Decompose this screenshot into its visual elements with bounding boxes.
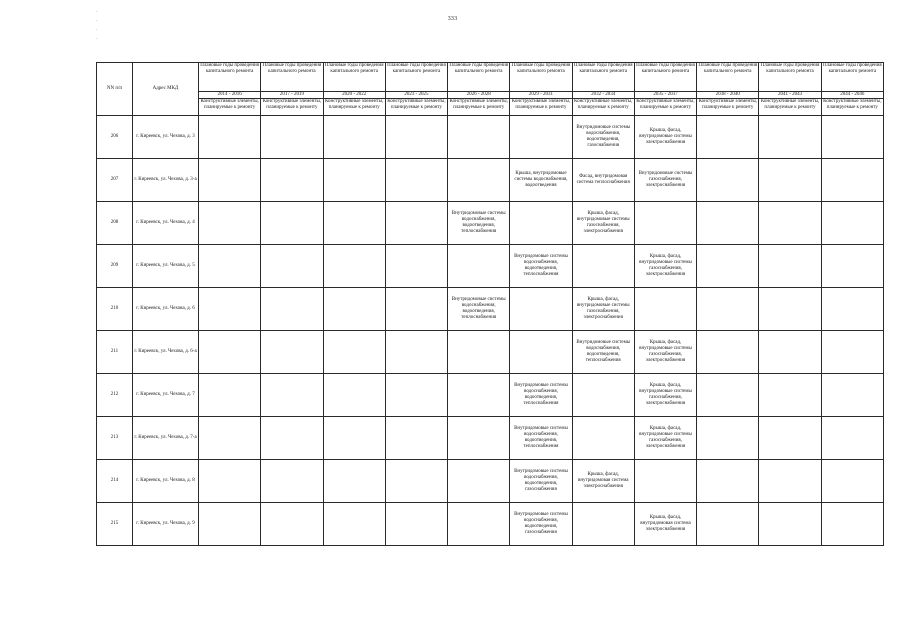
schedule-cell [261,116,323,159]
schedule-cell [323,460,385,503]
schedule-cell [821,374,883,417]
schedule-cell [385,331,447,374]
header-period-title: Плановые годы проведения капитального ремонта [572,63,634,92]
header-period-years: 2020 - 2022 [323,92,385,99]
schedule-cell [759,245,821,288]
table-row [97,245,884,288]
schedule-cell [572,503,634,546]
schedule-cell [510,417,572,460]
schedule-cell [759,417,821,460]
schedule-cell [261,245,323,288]
schedule-cell [199,288,261,331]
row-address: г. Киреевск, ул. Чехова, д. 7 [133,374,199,417]
schedule-cell [385,417,447,460]
schedule-cell [634,202,696,245]
schedule-cell [572,331,634,374]
header-period-years: 2014 - 2016 [199,92,261,99]
schedule-cell [448,159,510,202]
schedule-cell [510,245,572,288]
schedule-cell-text: Внутридомовые системы водоснабжения, водоотведения, теплоснабжения [576,339,631,364]
schedule-cell [385,460,447,503]
header-sub-label: Конструктивные элементы, планируемые к ремонту [261,99,323,116]
schedule-cell [261,503,323,546]
schedule-cell [510,460,572,503]
header-period-title: Плановые годы проведения капитального ремонта [261,63,323,92]
schedule-cell [323,417,385,460]
schedule-cell [572,159,634,202]
schedule-cell [634,460,696,503]
schedule-cell [261,202,323,245]
table-row [97,288,884,331]
schedule-cell-text: Внутридомовые системы водоснабжения, водоотведения, теплоснабжения [451,296,506,321]
row-address: г. Киреевск, ул. Чехова, д. 3 [133,116,199,159]
schedule-cell [261,159,323,202]
schedule-cell-text: Крыша, фасад, внутридомовые системы газоснабжения, электроснабжения [576,296,630,321]
header-period-years: 2044 - 2046 [821,92,883,99]
row-address: г. Киреевск, ул. Чехова, д. 6 [133,288,199,331]
schedule-cell [199,245,261,288]
schedule-cell [821,460,883,503]
header-sub-label: Конструктивные элементы, планируемые к ремонту [821,99,883,116]
schedule-cell [323,245,385,288]
schedule-cell [697,503,759,546]
header-period-title: Плановые годы проведения капитального ремонта [510,63,572,92]
row-address: г. Киреевск, ул. Чехова, д. 5 [133,245,199,288]
schedule-cell-text: Внутридомовые системы водоснабжения, водоотведения, теплоснабжения [514,253,568,278]
schedule-cell [821,417,883,460]
schedule-cell [199,331,261,374]
header-sub-label: Конструктивные элементы, планируемые к ремонту [323,99,385,116]
schedule-cell [697,159,759,202]
schedule-cell [821,288,883,331]
schedule-cell [323,331,385,374]
header-period-years: 2038 - 2040 [697,92,759,99]
row-number: 212 [97,374,133,417]
header-period-years: 2041 - 2043 [759,92,821,99]
header-period-title: Плановые годы проведения капитального ремонта [759,63,821,92]
table-row [97,417,884,460]
schedule-cell [385,288,447,331]
row-number: 209 [97,245,133,288]
schedule-cell [634,417,696,460]
schedule-cell [448,288,510,331]
header-period-title: Плановые годы проведения капитального ремонта [697,63,759,92]
schedule-cell [323,288,385,331]
schedule-cell [821,503,883,546]
schedule-cell [323,503,385,546]
schedule-cell [448,116,510,159]
schedule-cell [385,503,447,546]
schedule-cell [572,417,634,460]
header-period-years: 2035 - 2037 [634,92,696,99]
header-period-title: Плановые годы проведения капитального ремонта [199,63,261,92]
schedule-cell [697,417,759,460]
schedule-cell [510,503,572,546]
schedule-cell [199,116,261,159]
header-address: Адрес МКД [133,63,199,116]
header-period-years: 2017 - 2019 [261,92,323,99]
schedule-cell [634,245,696,288]
page-number: 333 [447,16,458,22]
schedule-cell-text: Внутридомовые системы водоснабжения, водоотведения, теплоснабжения [514,425,568,450]
schedule-cell [510,116,572,159]
schedule-cell-text: Внутридомовые системы водоснабжения, водоотведения, теплоснабжения [451,210,506,235]
schedule-cell [448,460,510,503]
schedule-cell [821,245,883,288]
schedule-cell [261,417,323,460]
header-sub-label: Конструктивные элементы, планируемые к ремонту [759,99,821,116]
schedule-cell [634,288,696,331]
schedule-cell [634,503,696,546]
schedule-cell-text: Внутридомовые системы газоснабжения, электроснабжения [638,170,693,189]
schedule-cell [759,288,821,331]
table-body [97,116,884,546]
margin-marks: · · · · [96,10,98,42]
schedule-cell [510,159,572,202]
schedule-cell [448,503,510,546]
table-row [97,159,884,202]
row-address: г. Киреевск, ул. Чехова, д. 3-а [133,159,199,202]
schedule-cell [199,202,261,245]
schedule-cell [634,374,696,417]
header-period-years: 2026 - 2028 [448,92,510,99]
schedule-cell [821,116,883,159]
schedule-cell [448,331,510,374]
schedule-cell-text: Крыша, фасад, внутридомовые системы газоснабжения, электроснабжения [639,382,692,407]
schedule-cell [572,116,634,159]
schedule-cell-text: Крыша, фасад, внутридомовые системы газоснабжения, электроснабжения [639,339,692,364]
schedule-cell-text: Внутридомовые системы водоснабжения, водоотведения, газоснабжения [514,511,568,536]
row-number: 210 [97,288,133,331]
table-row [97,331,884,374]
schedule-cell-text: Фасад, внутридомовая система теплоснабжения [576,173,630,185]
schedule-cell [510,202,572,245]
schedule-cell [759,202,821,245]
schedule-cell-text: Крыша, фасад, внутридомовые системы электроснабжения [639,127,692,146]
header-sub-label: Конструктивные элементы, планируемые к ремонту [510,99,572,116]
table-header [97,63,884,116]
schedule-cell [572,460,634,503]
schedule-cell [759,374,821,417]
row-address: г. Киреевск, ул. Чехова, д. 7-а [133,417,199,460]
schedule-cell [261,374,323,417]
header-period-years: 2023 - 2025 [385,92,447,99]
row-address: г. Киреевск, ул. Чехова, д. 4 [133,202,199,245]
schedule-cell [510,331,572,374]
header-num: NN п/п [97,63,133,116]
header-sub-label: Конструктивные элементы, планируемые к ремонту [572,99,634,116]
schedule-cell [323,202,385,245]
schedule-cell [697,374,759,417]
repair-schedule-table [96,62,884,546]
schedule-cell [385,374,447,417]
schedule-cell [510,288,572,331]
schedule-cell [448,245,510,288]
row-number: 206 [97,116,133,159]
schedule-cell [821,331,883,374]
schedule-cell [448,202,510,245]
row-number: 213 [97,417,133,460]
header-period-title: Плановые годы проведения капитального ремонта [634,63,696,92]
row-number: 207 [97,159,133,202]
schedule-cell [385,159,447,202]
schedule-cell-text: Крыша, фасад, внутридомовая система электроснабжения [577,471,629,490]
header-period-title: Плановые годы проведения капитального ремонта [323,63,385,92]
header-sub-label: Конструктивные элементы, планируемые к ремонту [385,99,447,116]
schedule-cell [634,331,696,374]
schedule-cell [385,245,447,288]
schedule-cell [634,116,696,159]
row-number: 214 [97,460,133,503]
schedule-cell-text: Внутридомовые системы водоснабжения, водоотведения, теплоснабжения [514,382,568,407]
header-period-title: Плановые годы проведения капитального ремонта [385,63,447,92]
schedule-cell-text: Внутридомовые системы водоснабжения, водоотведения, газоснабжения [514,468,568,493]
schedule-cell [199,460,261,503]
table-row [97,503,884,546]
schedule-cell [634,159,696,202]
table-row [97,116,884,159]
header-period-years: 2032 - 2034 [572,92,634,99]
schedule-cell [821,202,883,245]
row-address: г. Киреевск, ул. Чехова, д. 9 [133,503,199,546]
header-sub-label: Конструктивные элементы, планируемые к ремонту [199,99,261,116]
schedule-cell [448,417,510,460]
schedule-cell-text: Крыша, фасад, внутридомовые системы газоснабжения, электроснабжения [639,425,692,450]
schedule-cell [572,374,634,417]
schedule-cell [385,202,447,245]
schedule-cell [199,374,261,417]
table-row [97,374,884,417]
schedule-cell [697,116,759,159]
row-number: 208 [97,202,133,245]
schedule-cell [572,288,634,331]
schedule-cell [261,331,323,374]
schedule-cell [261,460,323,503]
header-period-years: 2029 - 2031 [510,92,572,99]
schedule-cell [448,374,510,417]
schedule-cell-text: Крыша, фасад, внутридомовые системы газоснабжения, электроснабжения [639,253,692,278]
schedule-cell [697,331,759,374]
row-number: 211 [97,331,133,374]
schedule-cell [572,245,634,288]
header-sub-label: Конструктивные элементы, планируемые к ремонту [697,99,759,116]
schedule-cell [385,116,447,159]
schedule-cell [759,159,821,202]
schedule-cell [697,202,759,245]
schedule-cell [697,460,759,503]
schedule-cell [261,288,323,331]
row-number: 215 [97,503,133,546]
schedule-cell [323,159,385,202]
table-row [97,460,884,503]
schedule-cell-text: Крыша, фасад, внутридомовые системы газоснабжения, электроснабжения [576,210,630,235]
schedule-cell [759,116,821,159]
schedule-cell [697,288,759,331]
header-sub-label: Конструктивные элементы, планируемые к ремонту [634,99,696,116]
schedule-cell [199,159,261,202]
schedule-cell [821,159,883,202]
schedule-cell-text: Крыша, внутридомовые системы водоснабжения, водоотведения [514,170,568,189]
schedule-cell [510,374,572,417]
schedule-cell [697,245,759,288]
schedule-cell [759,460,821,503]
header-period-title: Плановые годы проведения капитального ремонта [821,63,883,92]
schedule-cell [199,417,261,460]
schedule-cell [199,503,261,546]
schedule-cell [323,374,385,417]
row-address: г. Киреевск, ул. Чехова, д. 6-а [133,331,199,374]
row-address: г. Киреевск, ул. Чехова, д. 8 [133,460,199,503]
schedule-cell-text: Крыша, фасад, внутридомовая система электроснабжения [640,514,691,533]
schedule-cell [759,331,821,374]
header-sub-label: Конструктивные элементы, планируемые к ремонту [448,99,510,116]
schedule-cell [323,116,385,159]
schedule-cell [759,503,821,546]
schedule-cell [572,202,634,245]
schedule-cell-text: Внутридомовые системы водоснабжения, водоотведения, газоснабжения [576,124,631,149]
table-row [97,202,884,245]
header-period-title: Плановые годы проведения капитального ремонта [448,63,510,92]
